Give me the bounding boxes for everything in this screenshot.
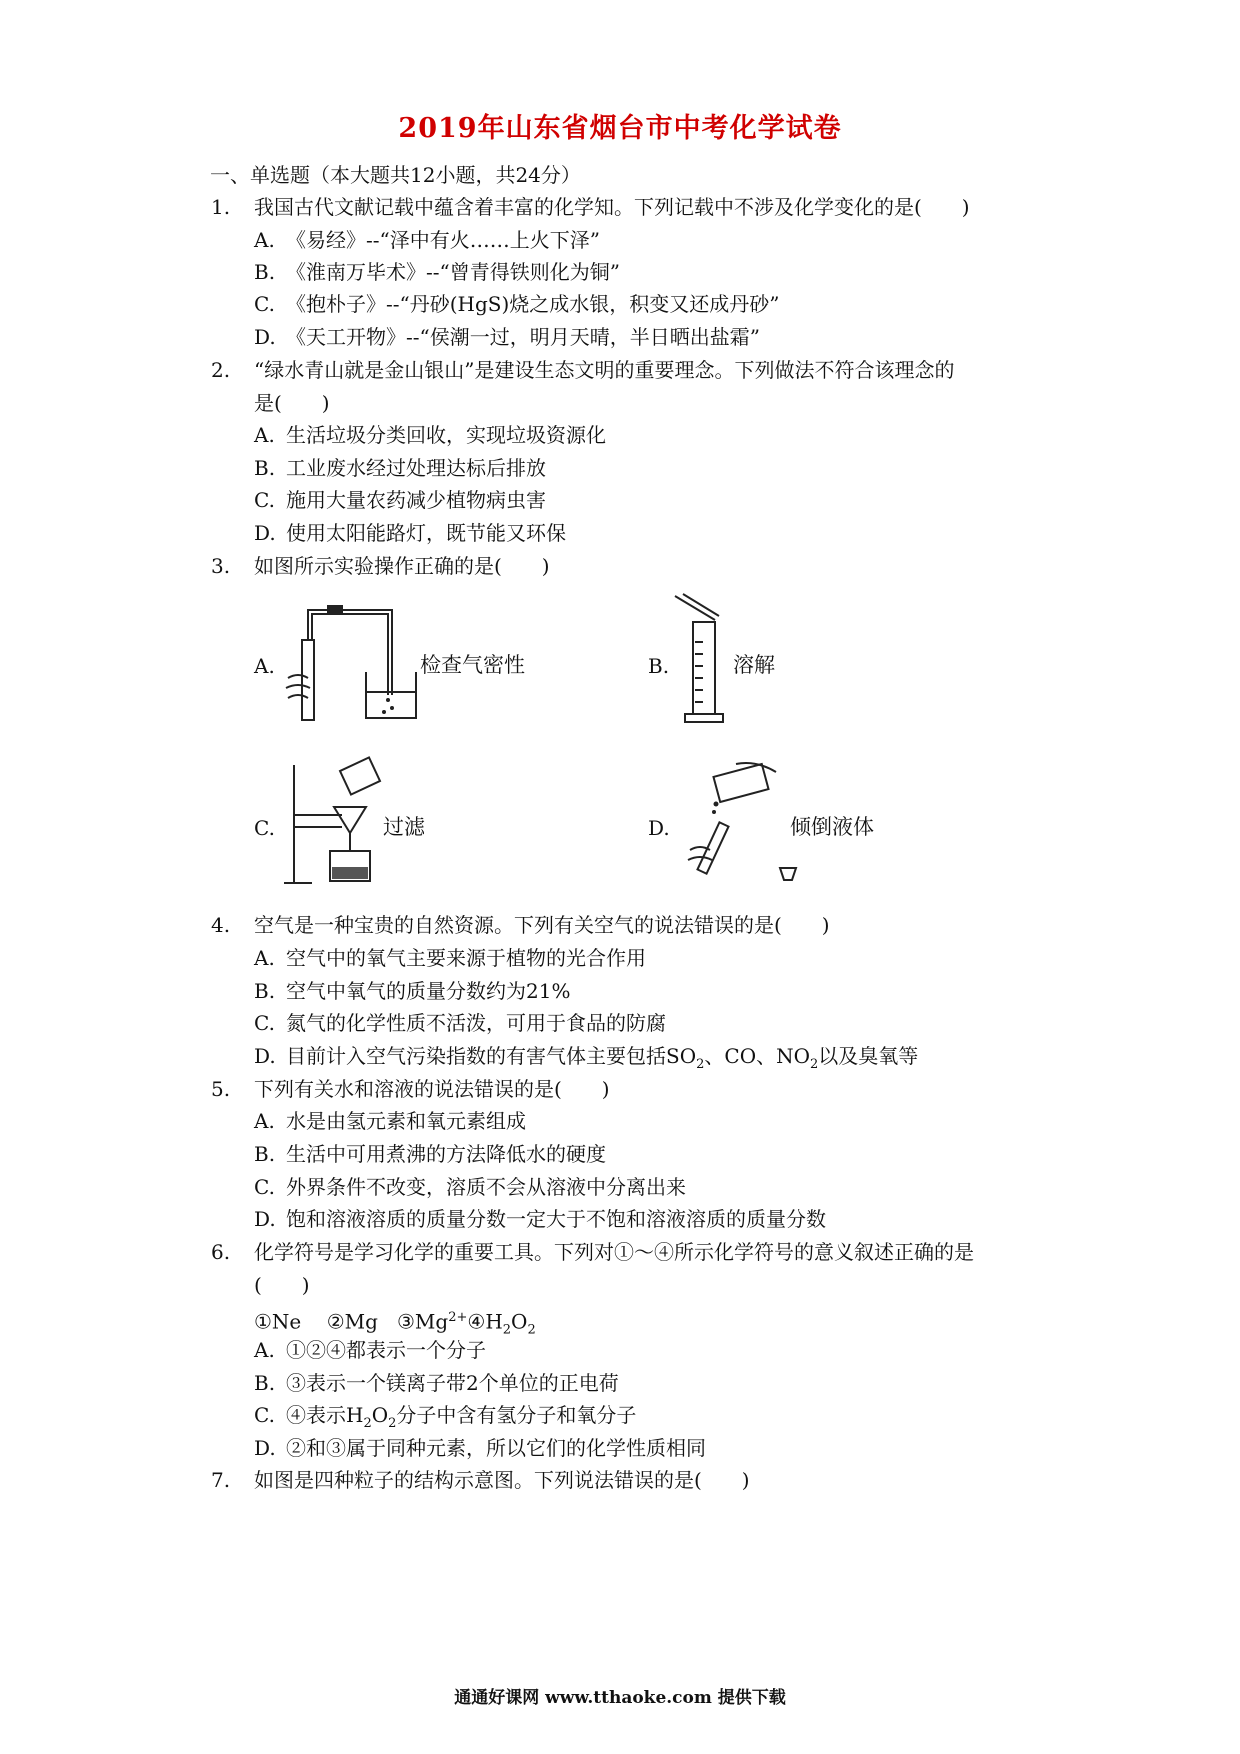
question-5-stem: 下列有关水和溶液的说法错误的是( ) (254, 1077, 610, 1101)
q6-option-b (254, 1370, 619, 1396)
q5-option-c (254, 1174, 686, 1200)
option-label: B. (254, 260, 276, 284)
airtightness-check-figure (280, 600, 425, 725)
question-6-stem-line2: ( ) (254, 1273, 310, 1297)
pouring-liquid-figure (676, 760, 801, 890)
option-text: 外界条件不改变，溶质不会从溶液中分离出来 (286, 1175, 686, 1199)
subscript: 2 (527, 1322, 536, 1338)
option-label: A. (254, 946, 275, 970)
option-text: 施用大量农药减少植物病虫害 (286, 488, 546, 512)
option-text: 氮气的化学性质不活泼，可用于食品的防腐 (286, 1011, 666, 1035)
option-text-pre: ④表示H (286, 1403, 364, 1427)
question-number: 6. (211, 1240, 231, 1264)
option-text: 饱和溶液溶质的质量分数一定大于不饱和溶液溶质的质量分数 (286, 1207, 826, 1231)
option-text-mid: O (371, 1403, 389, 1427)
option-text-post: 分子中含有氢分子和氧分子 (396, 1403, 637, 1427)
option-label: B. (254, 456, 276, 480)
q5-option-d (254, 1206, 826, 1232)
symbol-2: ②Mg (326, 1309, 378, 1334)
q4-option-d (254, 1043, 918, 1078)
option-label: D. (254, 521, 276, 545)
subscript: 2 (363, 1416, 372, 1431)
figure-label-c: C. (254, 816, 275, 840)
question-number: 2. (211, 358, 231, 382)
option-text: ③表示一个镁离子带2个单位的正电荷 (286, 1371, 619, 1395)
q6-option-c (254, 1402, 636, 1437)
option-text: 《抱朴子》--“丹砂(HgS)烧之成水银，积变又还成丹砂” (286, 292, 780, 316)
option-label: C. (254, 292, 275, 316)
q2-option-d (254, 520, 566, 546)
option-text: 工业废水经过处理达标后排放 (286, 456, 546, 480)
figure-caption-c: 过滤 (383, 815, 425, 839)
question-7-stem: 如图是四种粒子的结构示意图。下列说法错误的是( ) (254, 1468, 750, 1492)
option-label: B. (254, 979, 276, 1003)
option-label: D. (254, 1436, 276, 1460)
option-label: D. (254, 325, 276, 349)
option-text: 生活垃圾分类回收，实现垃圾资源化 (286, 423, 606, 447)
subscript: 2 (388, 1416, 397, 1431)
option-text-post: 以及臭氧等 (818, 1044, 919, 1068)
figure-label-a: A. (254, 654, 275, 678)
filtration-figure (282, 755, 392, 890)
question-2-stem-line1: “绿水青山就是金山银山”是建设生态文明的重要理念。下列做法不符合该理念的 (254, 358, 955, 382)
option-label: A. (254, 1109, 275, 1133)
q4-option-c (254, 1010, 666, 1036)
q5-option-a (254, 1108, 526, 1134)
q4-option-a (254, 945, 646, 971)
option-label: A. (254, 228, 275, 252)
figure-caption-b: 溶解 (733, 653, 775, 677)
superscript: 2+ (448, 1310, 468, 1325)
q6-option-a (254, 1337, 486, 1363)
subscript: 2 (502, 1322, 512, 1338)
q5-option-b (254, 1141, 606, 1167)
subscript: 2 (696, 1057, 705, 1072)
option-label: C. (254, 1175, 275, 1199)
option-text: ②和③属于同种元素，所以它们的化学性质相同 (286, 1436, 706, 1460)
question-number: 5. (211, 1077, 231, 1101)
q1-option-d (254, 324, 760, 350)
symbol-1: ①Ne (254, 1309, 302, 1334)
option-text: 《天工开物》--“侯潮一过，明月天晴，半日晒出盐霜” (286, 325, 760, 349)
option-label: C. (254, 1403, 275, 1427)
q1-option-c (254, 291, 780, 317)
option-text: 《易经》--“泽中有火……上火下泽” (286, 228, 600, 252)
option-text-pre: 目前计入空气污染指数的有害气体主要包括SO (286, 1044, 697, 1068)
figure-caption-a: 检查气密性 (420, 653, 525, 677)
option-label: C. (254, 1011, 275, 1035)
option-text: 使用太阳能路灯，既节能又环保 (286, 521, 566, 545)
question-1-stem: 我国古代文献记载中蕴含着丰富的化学知。下列记载中不涉及化学变化的是( ) (254, 195, 970, 219)
question-2-stem-line2: 是( ) (254, 391, 330, 415)
option-label: A. (254, 1338, 275, 1362)
figure-caption-d: 倾倒液体 (790, 815, 874, 839)
option-text: 《淮南万毕术》--“曾青得铁则化为铜” (286, 260, 620, 284)
q6-option-d (254, 1435, 706, 1461)
option-label: D. (254, 1044, 276, 1068)
option-text: 空气中氧气的质量分数约为21% (286, 979, 571, 1003)
figure-label-d: D. (648, 816, 670, 840)
q4-option-b (254, 978, 570, 1004)
option-label: B. (254, 1142, 276, 1166)
symbol-4-mid: O (511, 1309, 528, 1334)
q2-option-b (254, 455, 546, 481)
option-label: D. (254, 1207, 276, 1231)
question-number: 7. (211, 1468, 231, 1492)
question-3-stem: 如图所示实验操作正确的是( ) (254, 554, 550, 578)
option-label: B. (254, 1371, 276, 1395)
question-4-stem: 空气是一种宝贵的自然资源。下列有关空气的说法错误的是( ) (254, 913, 830, 937)
q1-option-a (254, 227, 600, 253)
symbol-4-pre: ④H (467, 1309, 503, 1334)
option-text: ①②④都表示一个分子 (286, 1338, 486, 1362)
option-text-mid: 、CO、NO (704, 1044, 810, 1068)
question-number: 1. (211, 195, 231, 219)
option-text: 水是由氢元素和氧元素组成 (286, 1109, 526, 1133)
section-heading: 一、单选题（本大题共12小题，共24分） (210, 163, 581, 187)
q2-option-c (254, 487, 546, 513)
option-text: 空气中的氧气主要来源于植物的光合作用 (286, 946, 646, 970)
question-number: 3. (211, 554, 231, 578)
option-label: A. (254, 423, 275, 447)
q1-option-b (254, 259, 620, 285)
subscript: 2 (810, 1057, 819, 1072)
page-title: 2019年山东省烟台市中考化学试卷 (398, 113, 842, 144)
question-number: 4. (211, 913, 231, 937)
page-footer: 通通好课网 www.tthaoke.com 提供下载 (454, 1688, 786, 1708)
figure-label-b: B. (648, 654, 670, 678)
option-label: C. (254, 488, 275, 512)
symbol-3: ③Mg (397, 1309, 449, 1334)
q2-option-a (254, 422, 606, 448)
option-text: 生活中可用煮沸的方法降低水的硬度 (286, 1142, 606, 1166)
question-6-stem-line1: 化学符号是学习化学的重要工具。下列对①～④所示化学符号的意义叙述正确的是 (254, 1240, 974, 1264)
